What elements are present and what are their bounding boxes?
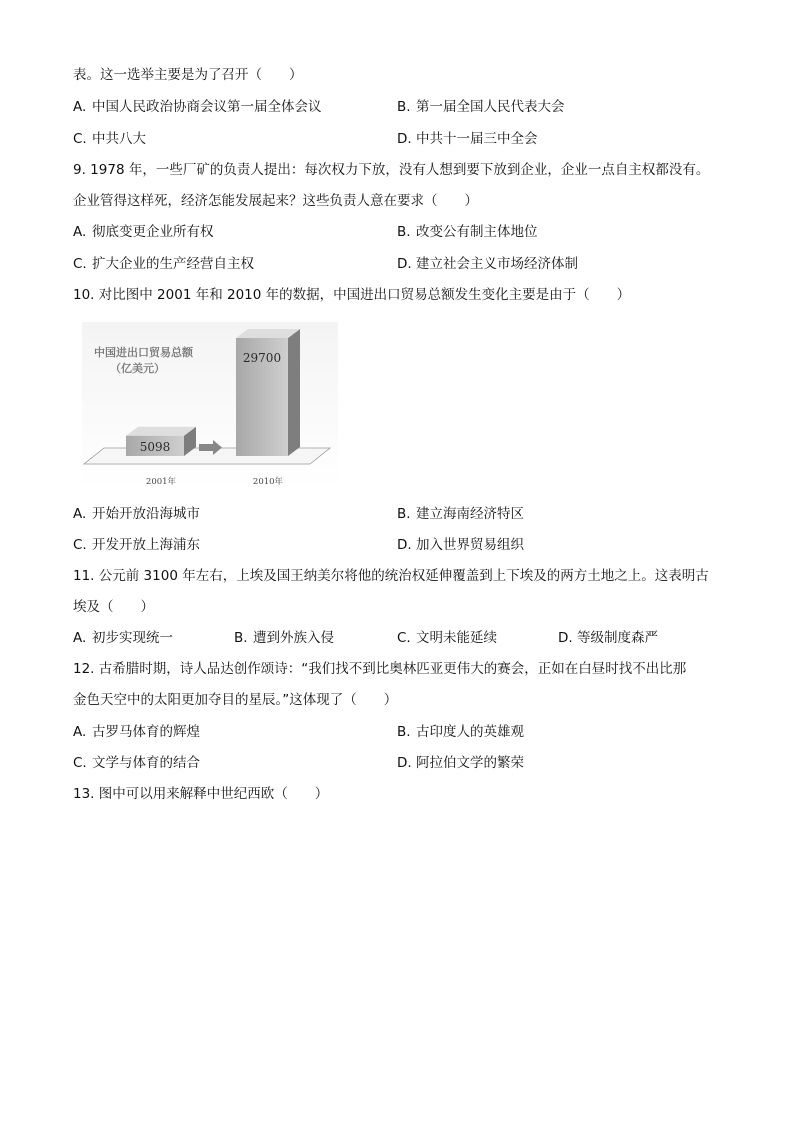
q11-stem-line-2: 埃及（ ） bbox=[73, 599, 154, 615]
q9-option-b[interactable] bbox=[397, 223, 538, 241]
q9-option-d[interactable] bbox=[397, 255, 578, 273]
option-letter: C. bbox=[73, 131, 87, 147]
option-text: 建立海南经济特区 bbox=[416, 506, 524, 522]
option-text: 古印度人的英雄观 bbox=[416, 724, 524, 740]
bar-1 bbox=[126, 427, 196, 456]
q10-option-d[interactable] bbox=[397, 536, 524, 554]
q12-option-d[interactable] bbox=[397, 754, 524, 772]
option-letter: A. bbox=[73, 506, 87, 522]
x-tick-label: 2001年 bbox=[145, 477, 177, 487]
option-letter: B. bbox=[397, 224, 411, 240]
q12-stem-line-1: 12. 古希腊时期，诗人品达创作颂诗：“我们找不到比奥林匹亚更伟大的赛会，正如在白昼时找不出比那 bbox=[73, 661, 687, 677]
option-text: 等级制度森严 bbox=[577, 630, 658, 646]
option-text: 第一届全国人民代表大会 bbox=[416, 99, 565, 115]
option-letter: B. bbox=[397, 724, 411, 740]
q12-option-a[interactable] bbox=[73, 723, 200, 741]
trade-volume-chart bbox=[82, 322, 338, 490]
option-text: 中共十一届三中全会 bbox=[416, 131, 538, 147]
option-text: 文学与体育的结合 bbox=[92, 755, 200, 771]
option-letter: B. bbox=[397, 506, 411, 522]
option-letter: D. bbox=[397, 537, 412, 553]
q11-option-d[interactable] bbox=[558, 629, 658, 647]
q13-stem-line-1: 13. 图中可以用来解释中世纪西欧（ ） bbox=[73, 786, 329, 802]
option-letter: C. bbox=[73, 755, 87, 771]
bar-side bbox=[288, 329, 300, 456]
q10-option-a[interactable] bbox=[73, 505, 200, 523]
option-letter: A. bbox=[73, 630, 87, 646]
option-text: 加入世界贸易组织 bbox=[416, 537, 524, 553]
q8-option-a[interactable] bbox=[73, 98, 322, 116]
bar-top bbox=[126, 427, 196, 436]
q11-stem-line-1: 11. 公元前 3100 年左右，上埃及国王纳美尔将他的统治权延伸覆盖到上下埃及的两方土地之上。这表明古 bbox=[73, 568, 709, 584]
bar-value-label: 29700 bbox=[242, 351, 282, 365]
q11-option-a[interactable] bbox=[73, 629, 173, 647]
q9-option-c[interactable] bbox=[73, 255, 254, 273]
q11-option-c[interactable] bbox=[397, 629, 497, 647]
option-text: 扩大企业的生产经营自主权 bbox=[92, 256, 254, 272]
q8-option-b[interactable] bbox=[397, 98, 565, 116]
q8-stem-tail: 表。这一选举主要是为了召开（ ） bbox=[73, 67, 303, 83]
option-text: 阿拉伯文学的繁荣 bbox=[416, 755, 524, 771]
q9-stem-line-1: 9. 1978 年，一些厂矿的负责人提出：每次权力下放，没有人想到要下放到企业，企业一点自主权都没有。 bbox=[73, 162, 710, 178]
option-letter: C. bbox=[73, 537, 87, 553]
option-text: 中共八大 bbox=[92, 131, 146, 147]
q9-option-a[interactable] bbox=[73, 223, 214, 241]
option-letter: A. bbox=[73, 224, 87, 240]
option-letter: D. bbox=[397, 256, 412, 272]
option-letter: C. bbox=[73, 256, 87, 272]
q10-option-b[interactable] bbox=[397, 505, 524, 523]
x-tick-label: 2010年 bbox=[252, 477, 284, 487]
q11-option-b[interactable] bbox=[234, 629, 334, 647]
q10-stem-line-1: 10. 对比图中 2001 年和 2010 年的数据，中国进出口贸易总额发生变化主要是由于（ ） bbox=[73, 287, 631, 303]
option-text: 彻底变更企业所有权 bbox=[92, 224, 214, 240]
option-letter: C. bbox=[397, 630, 411, 646]
option-text: 初步实现统一 bbox=[92, 630, 173, 646]
option-text: 开始开放沿海城市 bbox=[92, 506, 200, 522]
option-text: 文明未能延续 bbox=[416, 630, 497, 646]
chart-subtitle: （亿美元） bbox=[110, 362, 165, 375]
option-letter: D. bbox=[397, 755, 412, 771]
option-letter: B. bbox=[234, 630, 248, 646]
chart-title: 中国进出口贸易总额 bbox=[94, 346, 193, 359]
option-text: 遭到外族入侵 bbox=[253, 630, 334, 646]
option-letter: A. bbox=[73, 724, 87, 740]
q8-option-c[interactable] bbox=[73, 130, 146, 148]
bar-2 bbox=[236, 329, 300, 456]
option-text: 建立社会主义市场经济体制 bbox=[416, 256, 578, 272]
q12-stem-line-2: 金色天空中的太阳更加夺目的星辰。”这体现了（ ） bbox=[73, 692, 398, 708]
option-letter: D. bbox=[397, 131, 412, 147]
option-text: 古罗马体育的辉煌 bbox=[92, 724, 200, 740]
q12-option-c[interactable] bbox=[73, 754, 200, 772]
option-text: 改变公有制主体地位 bbox=[416, 224, 538, 240]
bar-value-label: 5098 bbox=[139, 439, 171, 454]
option-letter: A. bbox=[73, 99, 87, 115]
option-text: 开发开放上海浦东 bbox=[92, 537, 200, 553]
q12-option-b[interactable] bbox=[397, 723, 524, 741]
q10-option-c[interactable] bbox=[73, 536, 200, 554]
q9-stem-line-2: 企业管得这样死，经济怎能发展起来？这些负责人意在要求（ ） bbox=[73, 193, 478, 209]
option-text: 中国人民政治协商会议第一届全体会议 bbox=[92, 99, 322, 115]
q8-option-d[interactable] bbox=[397, 130, 538, 148]
option-letter: B. bbox=[397, 99, 411, 115]
option-letter: D. bbox=[558, 630, 573, 646]
